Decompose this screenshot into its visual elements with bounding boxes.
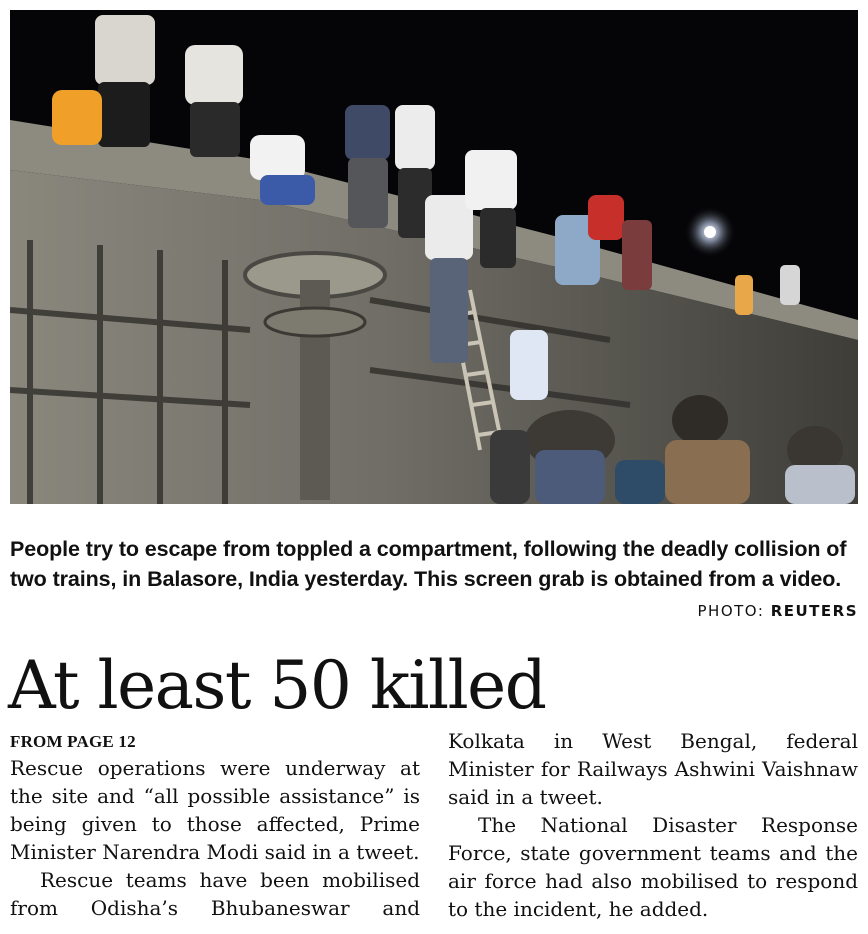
photo-credit-agency: REUTERS [770,602,858,620]
from-page-label: FROM PAGE 12 [10,732,136,751]
train-wreck-photo-icon [10,10,858,504]
photo-credit-label: PHOTO: [697,602,765,620]
article-paragraph: Kolkata in West Bengal, federal Minister for Railways Ashwini Vaishnaw said in a tweet. [448,729,858,809]
photo-credit [698,602,858,620]
article-paragraph: The National Disaster Response Force, state government teams and the air force had also mobilised to respond to the incident, he added. [448,813,858,921]
photo-caption: People try to escape from toppled a compartment, following the deadly collision of two trains, in Balasore, India yesterday. This screen grab is obtained from a video. [10,537,847,591]
headline: At least 50 killed [8,647,546,724]
news-photo [10,10,858,504]
article-column-right [448,727,858,923]
article-paragraph: Rescue operations were underway at the site and “all possible assistance” is being given to those affected, Prime Minister Narendra Modi said in a tweet. [10,756,420,864]
article-paragraph: Rescue teams have been mobilised from Odisha’s Bhubaneswar and [10,868,420,920]
article-column-left [10,730,420,922]
